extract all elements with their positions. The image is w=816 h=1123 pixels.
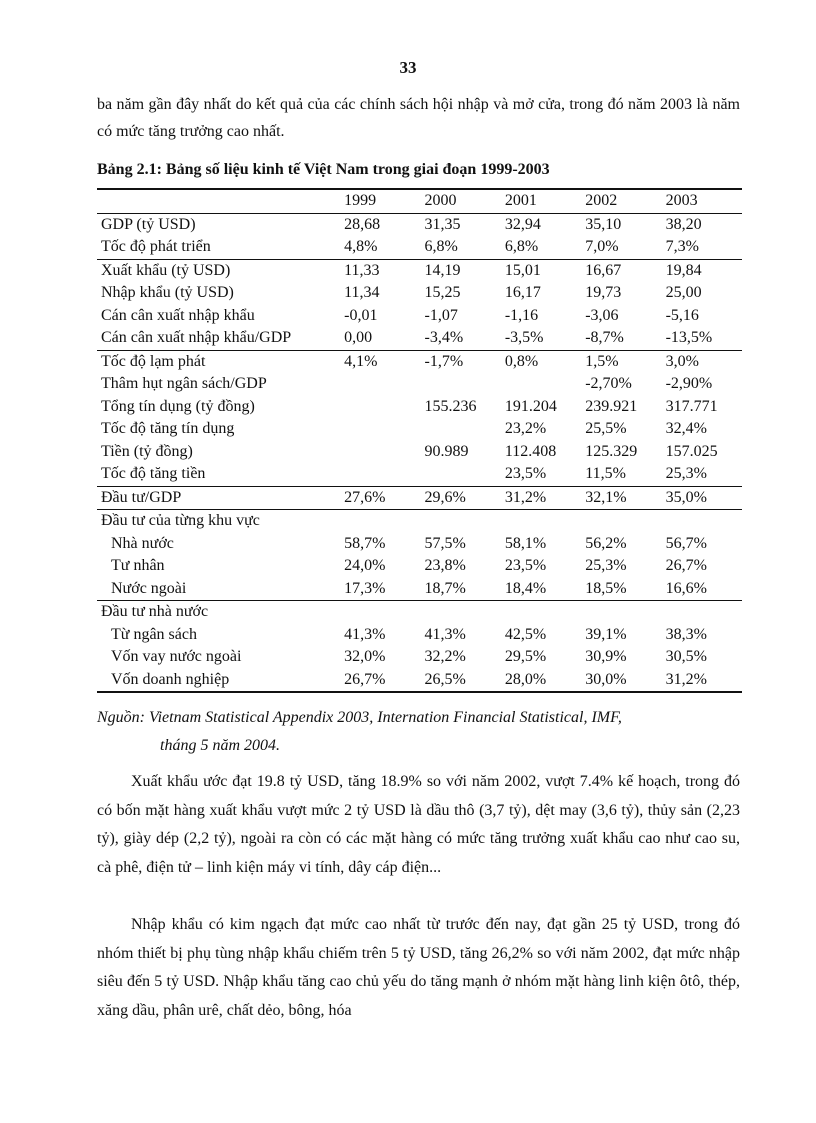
table-header (97, 189, 742, 213)
row-label: Tốc độ tăng tiền (101, 465, 206, 482)
value-cell (340, 396, 420, 419)
value-cell: -1,07 (424, 306, 458, 324)
value-cell: 38,20 (665, 215, 702, 233)
value-cell: 19,73 (585, 284, 622, 301)
value-cell (340, 373, 420, 396)
header-cell: 2003 (665, 192, 698, 209)
value-cell (340, 418, 420, 441)
header-cell (97, 189, 340, 213)
value-cell: 26,5% (424, 670, 466, 688)
value-cell: 26,7% (344, 670, 386, 688)
value-cell (340, 441, 420, 464)
row-label: Từ ngân sách (111, 625, 197, 643)
table-row (97, 646, 742, 669)
value-cell: 35,10 (585, 215, 622, 233)
value-cell: 4,1% (344, 352, 378, 370)
value-cell: 39,1% (585, 625, 627, 643)
row-label: Thâm hụt ngân sách/GDP (101, 375, 267, 392)
table-row (97, 601, 742, 624)
value-cell: 6,8% (424, 238, 458, 255)
value-cell (420, 601, 500, 624)
value-cell: 25,3% (665, 465, 707, 482)
table-title: Bảng 2.1: Bảng số liệu kinh tế Việt Nam trong giai đoạn 1999-2003 (97, 161, 550, 178)
value-cell: 29,5% (504, 648, 547, 665)
value-cell: 32,0% (344, 648, 386, 665)
row-label: Cán cân xuất nhập khẩu/GDP (101, 329, 292, 346)
value-cell: 16,6% (665, 579, 707, 597)
row-label: Vốn vay nước ngoài (111, 648, 242, 665)
value-cell: 15,25 (424, 284, 461, 301)
row-label: Nhà nước (111, 534, 174, 552)
economic-data-table (97, 188, 742, 693)
row-label: Nhập khẩu (tỷ USD) (101, 284, 234, 301)
page-number: 33 (399, 58, 417, 77)
value-cell: 11,5% (585, 465, 626, 482)
value-cell (581, 601, 661, 624)
value-cell: 157.025 (665, 442, 718, 460)
value-cell: -0,01 (344, 306, 378, 324)
value-cell: 112.408 (504, 442, 557, 460)
table-row (97, 259, 742, 282)
table-group (97, 350, 742, 486)
value-cell (662, 510, 742, 533)
table-row (97, 486, 742, 510)
value-cell: 31,2% (665, 670, 707, 688)
value-cell: 41,3% (344, 625, 386, 643)
row-label: GDP (tỷ USD) (101, 215, 196, 233)
row-label: Tư nhân (111, 557, 165, 574)
table-row (97, 669, 742, 693)
source-line-1: Nguồn: Vietnam Statistical Appendix 2003, Internation Financial Statistical, IMF, (97, 709, 622, 726)
value-cell (420, 418, 500, 441)
value-cell: -2,90% (665, 375, 713, 392)
table-row (97, 463, 742, 486)
value-cell: 30,5% (665, 648, 707, 665)
table-row (97, 533, 742, 556)
value-cell (340, 510, 420, 533)
table-row (97, 396, 742, 419)
row-label: Xuất khẩu (tỷ USD) (101, 261, 231, 279)
table-row (97, 555, 742, 578)
table-group (97, 486, 742, 510)
value-cell: 11,33 (344, 261, 380, 279)
value-cell: 18,5% (585, 579, 627, 597)
value-cell: 0,00 (344, 329, 373, 346)
value-cell: 56,7% (665, 534, 707, 552)
table-row (97, 373, 742, 396)
value-cell: 14,19 (424, 261, 461, 279)
header-cell: 2000 (424, 192, 457, 209)
value-cell: 32,1% (585, 488, 627, 506)
value-cell (501, 373, 581, 396)
value-cell: 18,4% (504, 579, 547, 597)
value-cell: 90.989 (424, 442, 469, 460)
row-label: Vốn doanh nghiệp (111, 670, 230, 688)
value-cell (501, 601, 581, 624)
value-cell: 125.329 (585, 442, 638, 460)
value-cell: 30,9% (585, 648, 627, 665)
table-row (97, 327, 742, 350)
value-cell: 35,0% (665, 488, 707, 506)
table-group (97, 510, 742, 601)
value-cell: 155.236 (424, 397, 477, 415)
value-cell: 317.771 (665, 397, 718, 415)
value-cell: 11,34 (344, 284, 380, 301)
value-cell: -1,16 (504, 306, 539, 324)
row-label: Cán cân xuất nhập khẩu (101, 306, 255, 324)
value-cell: 23,2% (504, 420, 547, 437)
value-cell: 4,8% (344, 238, 378, 255)
value-cell: 32,94 (504, 215, 541, 233)
value-cell: 19,84 (665, 261, 702, 279)
value-cell: 31,2% (504, 488, 547, 506)
value-cell: 58,1% (504, 534, 547, 552)
table-row (97, 578, 742, 601)
header-cell: 1999 (344, 192, 377, 209)
value-cell: 27,6% (344, 488, 386, 506)
value-cell: 7,0% (585, 238, 619, 255)
value-cell: 239.921 (585, 397, 638, 415)
value-cell: 23,5% (504, 557, 547, 574)
header-row (97, 189, 742, 213)
value-cell: -3,4% (424, 329, 464, 346)
value-cell (581, 510, 661, 533)
value-cell: 57,5% (424, 534, 466, 552)
value-cell: 0,8% (504, 352, 539, 370)
value-cell: -1,7% (424, 352, 464, 370)
value-cell: 28,68 (344, 215, 381, 233)
table-row (97, 305, 742, 328)
value-cell: -3,5% (504, 329, 544, 346)
value-cell: 25,5% (585, 420, 627, 437)
value-cell: -3,06 (585, 306, 619, 324)
row-label: Đầu tư/GDP (101, 488, 182, 506)
value-cell: 7,3% (665, 238, 699, 255)
value-cell (420, 373, 500, 396)
value-cell: 3,0% (665, 352, 699, 370)
value-cell (501, 510, 581, 533)
table-group (97, 601, 742, 693)
value-cell: -2,70% (585, 375, 632, 392)
value-cell (340, 601, 420, 624)
value-cell: 24,0% (344, 557, 386, 574)
table-group (97, 213, 742, 259)
table-row (97, 441, 742, 464)
table-row (97, 236, 742, 259)
value-cell: 23,8% (424, 557, 466, 574)
value-cell: 42,5% (504, 625, 547, 643)
value-cell: 1,5% (585, 352, 619, 370)
value-cell: 6,8% (504, 238, 539, 255)
value-cell: 16,67 (585, 261, 622, 279)
value-cell: 25,3% (585, 557, 627, 574)
row-label: Nước ngoài (111, 579, 187, 597)
value-cell: 56,2% (585, 534, 627, 552)
value-cell: 58,7% (344, 534, 386, 552)
value-cell: -8,7% (585, 329, 624, 346)
export-paragraph: Xuất khẩu ước đạt 19.8 tỷ USD, tăng 18.9% so với năm 2002, vượt 7.4% kế hoạch, trong đó có bốn mặt hàng xuất khẩu vượt mức 2 tỷ USD là dầu thô (3,7 tỷ), dệt may (3,6 tỷ), thủy sản (2,23 tỷ), giày dép (2,2 tỷ), ngoài ra còn có các mặt hàng có mức tăng trưởng xuất khẩu cao như cao su, cà phê, điện tử – linh kiện máy vi tính, dây cáp điện... (97, 773, 740, 876)
header-cell: 2002 (585, 192, 618, 209)
value-cell: 15,01 (504, 261, 541, 279)
row-label: Tốc độ lạm phát (101, 352, 206, 370)
value-cell: 32,2% (424, 648, 466, 665)
value-cell: 17,3% (344, 579, 386, 597)
table-row (97, 350, 742, 373)
value-cell: -13,5% (665, 329, 713, 346)
source-note (97, 704, 740, 760)
source-line-2: tháng 5 năm 2004. (160, 737, 280, 754)
value-cell: 30,0% (585, 670, 627, 688)
header-cell: 2001 (504, 192, 537, 209)
value-cell: 28,0% (504, 670, 547, 688)
value-cell: 31,35 (424, 215, 461, 233)
row-label: Đầu tư nhà nước (101, 603, 209, 620)
value-cell: 23,5% (504, 465, 547, 482)
row-label: Tốc độ phát triển (101, 238, 211, 255)
table-row (97, 213, 742, 236)
value-cell: 38,3% (665, 625, 707, 643)
value-cell: 191.204 (504, 397, 557, 415)
value-cell: 16,17 (504, 284, 541, 301)
value-cell (420, 510, 500, 533)
row-label: Tiền (tỷ đồng) (101, 442, 193, 460)
row-label: Đầu tư của từng khu vực (101, 512, 260, 529)
table-row (97, 624, 742, 647)
import-paragraph: Nhập khẩu có kim ngạch đạt mức cao nhất từ trước đến nay, đạt gần 25 tỷ USD, trong đó nhóm thiết bị phụ tùng nhập khẩu chiếm trên 5 tỷ USD, tăng 26,2% so với năm 2002, đạt mức nhập siêu đến 5 tỷ USD. Nhập khẩu tăng cao chủ yếu do tăng mạnh ở nhóm mặt hàng linh kiện ôtô, thép, xăng dầu, phân urê, chất dẻo, bông, hóa (97, 916, 740, 1019)
value-cell (420, 463, 500, 486)
table-group (97, 259, 742, 350)
value-cell (662, 601, 742, 624)
table-row (97, 510, 742, 533)
table-row (97, 282, 742, 305)
value-cell: 25,00 (665, 284, 702, 301)
value-cell: 41,3% (424, 625, 466, 643)
value-cell: 18,7% (424, 579, 466, 597)
value-cell: 26,7% (665, 557, 707, 574)
value-cell (340, 463, 420, 486)
value-cell: -5,16 (665, 306, 699, 324)
row-label: Tổng tín dụng (tỷ đồng) (101, 397, 255, 415)
intro-paragraph: ba năm gần đây nhất do kết quả của các chính sách hội nhập và mở cửa, trong đó năm 2003 là năm có mức tăng trưởng cao nhất. (97, 96, 740, 140)
value-cell: 32,4% (665, 420, 707, 437)
table-row (97, 418, 742, 441)
value-cell: 29,6% (424, 488, 466, 506)
row-label: Tốc độ tăng tín dụng (101, 420, 235, 437)
